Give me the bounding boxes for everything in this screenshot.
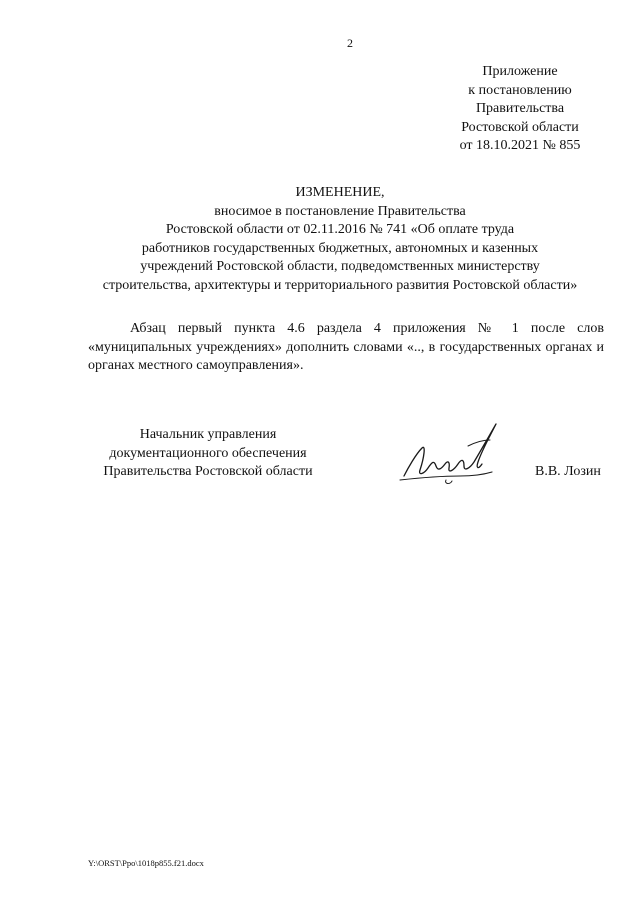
appendix-line: Правительства [475,101,565,116]
appendix-line: к постановлению [468,82,572,98]
change-line: вносимое в постановление Правительства [214,203,466,219]
signatory-position [88,426,328,482]
page-number: 2 [347,36,353,50]
change-line: строительства, архитектуры и территориального развития Ростовской области» [102,277,578,293]
appendix-line: от 18.10.2021 № 855 [459,138,581,153]
amendment-paragraph: Абзац первый пункта 4.6 раздела 4 приложения № 1 после слов «муниципальных учреждениях» дополнить словами «.., в государственных органах и органах местного самоуправления». [88,321,604,373]
appendix-line: Приложение [482,64,558,79]
change-title: ИЗМЕНЕНИЕ, [295,185,385,200]
change-line: учреждений Ростовской области, подведомственных министерству [140,259,540,274]
appendix-header [440,63,600,156]
change-line: Ростовской области от 02.11.2016 № 741 «Об оплате труда [165,222,515,237]
handwritten-signature [398,418,508,488]
change-line: работников государственных бюджетных, автономных и казенных [141,240,539,256]
position-line: Начальник управления [139,427,277,442]
appendix-line: Ростовской области [461,119,579,135]
position-line: документационного обеспечения [109,445,307,461]
signatory-name: В.В. Лозин [535,464,601,479]
position-line: Правительства Ростовской области [103,464,313,479]
footer-file-path: Y:\ORST\Ppo\1018p855.f21.docx [88,858,204,868]
change-heading [60,184,620,295]
